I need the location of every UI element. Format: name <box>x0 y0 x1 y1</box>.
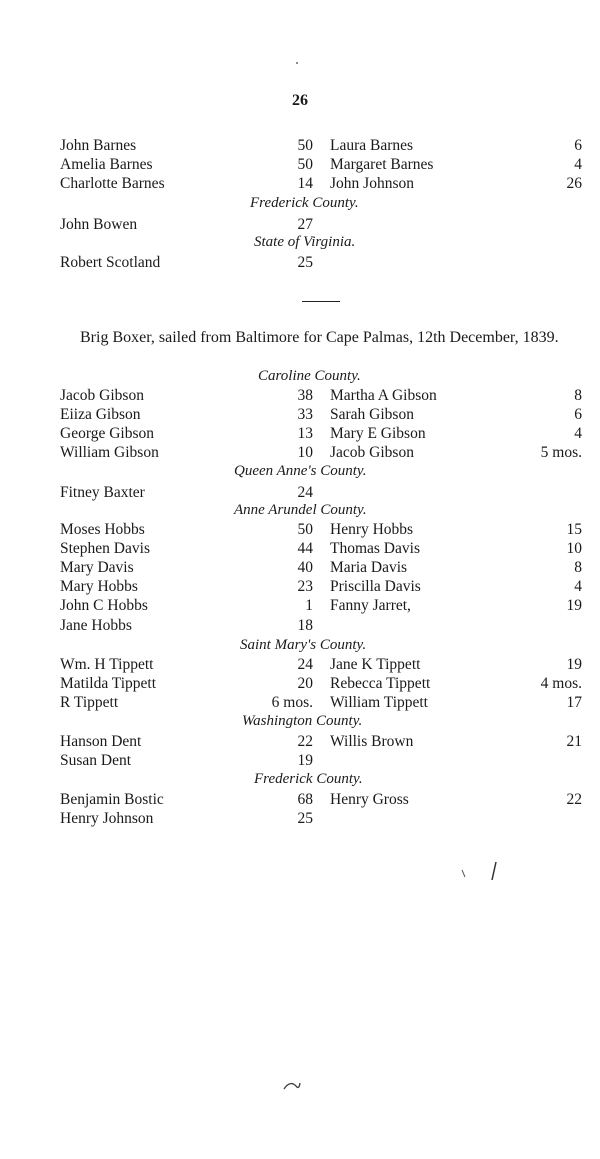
name: Eiiza Gibson <box>60 406 141 423</box>
age: 10 <box>566 540 582 557</box>
name: John Johnson <box>330 175 414 192</box>
age: 17 <box>566 694 582 711</box>
name: Thomas Davis <box>330 540 420 557</box>
age: 6 mos. <box>271 694 313 711</box>
age: 6 <box>574 137 582 154</box>
name: Matilda Tippett <box>60 675 157 692</box>
age: 8 <box>574 559 582 576</box>
age: 19 <box>297 752 313 769</box>
county-label: Frederick County. <box>254 771 363 787</box>
name: Jane Hobbs <box>60 617 132 634</box>
name: Susan Dent <box>60 752 132 769</box>
name: John Barnes <box>60 137 137 154</box>
name: Robert Scotland <box>60 254 161 271</box>
name: Jane K Tippett <box>330 656 421 673</box>
age: 26 <box>566 175 582 192</box>
name: Mary Davis <box>60 559 134 576</box>
county-label: State of Virginia. <box>254 234 356 250</box>
name: Mary Hobbs <box>60 578 138 595</box>
scan-mark <box>492 862 496 880</box>
age: 19 <box>566 656 582 673</box>
voyage-intro: Brig Boxer, sailed from Baltimore for Cape Palmas, 12th December, 1839. <box>80 329 559 346</box>
age: 25 <box>297 254 313 271</box>
age: 38 <box>297 387 313 404</box>
age: 1 <box>305 597 313 614</box>
name: Martha A Gibson <box>330 387 437 404</box>
age: 4 <box>574 425 582 442</box>
name: Fanny Jarret, <box>330 597 411 614</box>
age: 8 <box>574 387 582 404</box>
name: Wm. H Tippett <box>60 656 154 673</box>
age: 4 <box>574 578 582 595</box>
scan-mark <box>284 1083 300 1089</box>
age: 50 <box>297 521 313 538</box>
name: R Tippett <box>60 694 119 711</box>
name: Margaret Barnes <box>330 156 434 173</box>
county-label: Saint Mary's County. <box>240 637 367 653</box>
name: Stephen Davis <box>60 540 150 557</box>
age: 21 <box>566 733 582 750</box>
scan-mark <box>462 870 465 877</box>
county-label: Frederick County. <box>250 195 359 211</box>
county-label: Washington County. <box>242 713 363 729</box>
age: 20 <box>297 675 313 692</box>
age: 33 <box>297 406 313 423</box>
name: Amelia Barnes <box>60 156 153 173</box>
age: 25 <box>297 810 313 827</box>
county-label: Queen Anne's County. <box>234 463 367 479</box>
age: 24 <box>297 656 313 673</box>
name: William Tippett <box>330 694 428 711</box>
name: Maria Davis <box>330 559 408 576</box>
name: Jacob Gibson <box>60 387 144 404</box>
name: William Gibson <box>60 444 159 461</box>
name: Fitney Baxter <box>60 484 145 501</box>
scan-mark <box>296 62 298 64</box>
county-label: Caroline County. <box>258 368 361 384</box>
age: 6 <box>574 406 582 423</box>
age: 10 <box>297 444 313 461</box>
age: 24 <box>297 484 313 501</box>
age: 68 <box>297 791 313 808</box>
age: 18 <box>297 617 313 634</box>
name: Priscilla Davis <box>330 578 421 595</box>
age: 22 <box>566 791 582 808</box>
age: 5 mos. <box>540 444 582 461</box>
name: Henry Hobbs <box>330 521 414 538</box>
age: 4 mos. <box>540 675 582 692</box>
age: 27 <box>297 216 313 233</box>
name: Charlotte Barnes <box>60 175 165 192</box>
name: Jacob Gibson <box>330 444 414 461</box>
age: 44 <box>297 540 313 557</box>
name: Laura Barnes <box>330 137 414 154</box>
age: 19 <box>566 597 582 614</box>
age: 22 <box>297 733 313 750</box>
name: Henry Gross <box>330 791 409 808</box>
name: Henry Johnson <box>60 810 154 827</box>
county-label: Anne Arundel County. <box>234 502 367 518</box>
name: Hanson Dent <box>60 733 142 750</box>
age: 40 <box>297 559 313 576</box>
name: Mary E Gibson <box>330 425 426 442</box>
age: 15 <box>566 521 582 538</box>
name: John Bowen <box>60 216 138 233</box>
name: Sarah Gibson <box>330 406 414 423</box>
age: 13 <box>297 425 313 442</box>
page-number: 26 <box>292 92 308 109</box>
name: John C Hobbs <box>60 597 148 614</box>
name: Rebecca Tippett <box>330 675 431 692</box>
name: George Gibson <box>60 425 154 442</box>
age: 14 <box>297 175 313 192</box>
name: Moses Hobbs <box>60 521 145 538</box>
age: 23 <box>297 578 313 595</box>
age: 50 <box>297 156 313 173</box>
name: Benjamin Bostic <box>60 791 164 808</box>
name: Willis Brown <box>330 733 414 750</box>
age: 50 <box>297 137 313 154</box>
age: 4 <box>574 156 582 173</box>
